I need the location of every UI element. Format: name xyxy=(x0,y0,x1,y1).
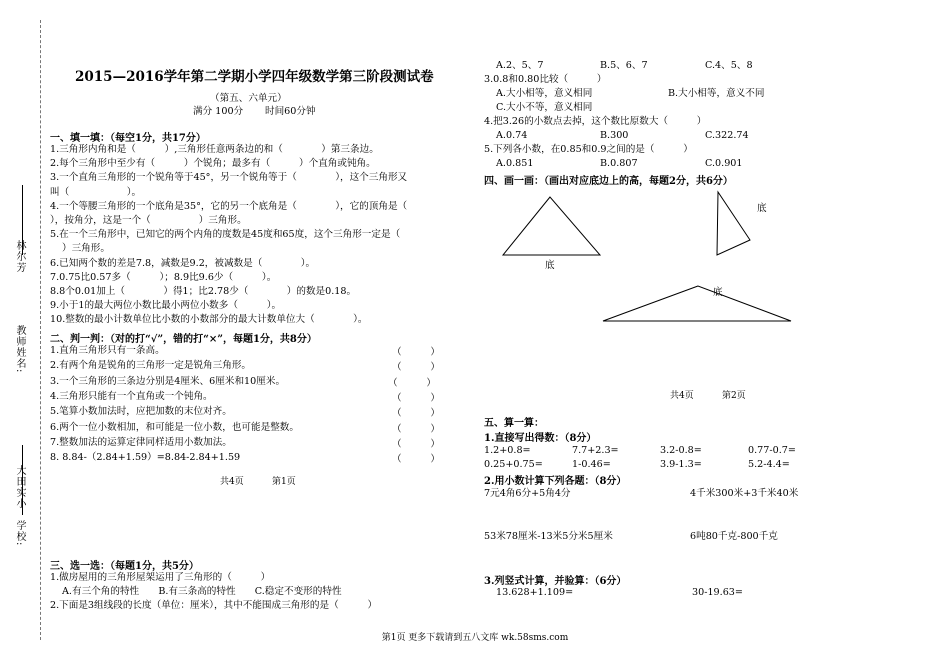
choice-q1: 1.做房屋用的三角形屋架运用了三角形的（ ） xyxy=(50,572,271,583)
oral-calc-item: 3.9-1.3= xyxy=(660,459,702,470)
judge-answer-paren: （ ） xyxy=(392,423,440,435)
fill-question-line: 10.整数的最小计数单位比小数的小数部分的最大计数单位大（ ）。 xyxy=(50,314,368,326)
triangle-1 xyxy=(503,197,600,255)
fill-question-line: 叫（ ）。 xyxy=(50,186,142,198)
choice-q2-c: C.4、5、8 xyxy=(705,60,753,71)
section3-heading: 三、选一选：（每题1分，共5分） xyxy=(50,561,199,572)
right-page-number: 第2页 xyxy=(722,391,746,401)
oral-calc-item: 0.77-0.7= xyxy=(748,445,796,456)
judge-item: 1.直角三角形只有一条高。 xyxy=(50,345,165,356)
oral-calc-item: 7.7+2.3= xyxy=(572,445,619,456)
fill-question-line: 3.一个直角三角形的一个锐角等于45°，另一个锐角等于（ ），这个三角形又 xyxy=(50,172,408,184)
judge-answer-paren: （ ） xyxy=(392,392,440,404)
choice-q5-b: B.0.807 xyxy=(600,158,638,169)
triangle-2-base-label: 底 xyxy=(757,203,767,214)
oral-calc-item: 1-0.46= xyxy=(572,459,611,470)
fill-question-line: 6.已知两个数的差是7.8，减数是9.2，被减数是（ ）。 xyxy=(50,257,316,269)
judge-item: 4.三角形只能有一个直角或一个钝角。 xyxy=(50,390,213,402)
judge-item: 2.有两个角是锐角的三角形一定是锐角三角形。 xyxy=(50,360,252,372)
oral-calc-item: 5.2-4.4= xyxy=(748,459,790,470)
fill-question-line: 1.三角形内角和是（ ）,三角形任意两条边的和（ ）第三条边。 xyxy=(50,144,379,155)
oral-calc-item: 3.2-0.8= xyxy=(660,445,702,456)
judge-item: 7.整数加法的运算定律同样适用小数加法。 xyxy=(50,436,232,448)
choice-q3-a: A.大小相等，意义相同 xyxy=(496,88,593,99)
oral-calc-item: 1.2+0.8= xyxy=(484,445,531,456)
page-footer: 第1页 更多下载请到五八文库 wk.58sms.com xyxy=(381,633,569,643)
left-page-total: 共4页 xyxy=(220,477,244,487)
judge-item: 3.一个三角形的三条边分别是4厘米、6厘米和10厘米。 xyxy=(50,375,286,387)
choice-q5-a: A.0.851 xyxy=(496,158,534,169)
fill-question-line: 8.8个0.01加上（ ）得1；比2.78少（ ）的数是0.18。 xyxy=(50,286,357,297)
judge-answer-paren: （ ） xyxy=(392,347,440,358)
choice-q2-a: A.2、5、7 xyxy=(496,60,544,71)
choice-q3: 3.0.8和0.80比较（ ） xyxy=(484,74,607,85)
teacher-name: 林尔芳 xyxy=(14,240,25,273)
choice-q4-b: B.300 xyxy=(600,130,629,141)
judge-answer-paren: （ ） xyxy=(392,408,440,420)
fill-question-line: 2.每个三角形中至少有（ ）个锐角；最多有（ ）个直角或钝角。 xyxy=(50,158,376,170)
section1-heading: 一、填一填：（每空1分，共17分） xyxy=(50,133,206,144)
unit-calc-q1: 7元4角6分+5角4分 xyxy=(484,488,571,499)
judge-answer-paren: （ ） xyxy=(392,438,440,450)
judge-answer-paren: （ ） xyxy=(388,377,436,389)
choice-q4: 4.把3.26的小数点去掉，这个数比原数大（ ） xyxy=(484,116,707,127)
exam-time: 时间60分钟 xyxy=(265,106,316,117)
fill-question-line: 5.在一个三角形中，已知它的两个内角的度数是45度和65度，这个三角形一定是（ xyxy=(50,229,401,241)
vertical-calc-q2: 30-19.63= xyxy=(692,587,743,598)
triangle-1-base-label: 底 xyxy=(545,260,555,271)
judge-item: 5.笔算小数加法时，应把加数的末位对齐。 xyxy=(50,406,232,418)
choice-q4-c: C.322.74 xyxy=(705,130,749,141)
teacher-name-label: 教师姓名: xyxy=(14,325,25,374)
unit-calc-q3: 53米78厘米-13米5分米5厘米 xyxy=(484,531,613,542)
unit-calc-heading: 2.用小数计算下列各题：（8分） xyxy=(484,476,627,487)
judge-answer-paren: （ ） xyxy=(392,454,440,466)
oral-calc-item: 0.25+0.75= xyxy=(484,459,543,470)
judge-item: 6.两个一位小数相加，和可能是一位小数，也可能是整数。 xyxy=(50,421,299,433)
fill-question-line: ）三角形。 xyxy=(62,243,110,255)
exam-units: （第五、六单元） xyxy=(210,93,287,104)
oral-calc-heading: 1.直接写出得数：（8分） xyxy=(484,433,597,444)
vertical-calc-q1: 13.628+1.109= xyxy=(496,587,574,598)
section5-heading: 五、算一算： xyxy=(484,418,544,429)
right-page-total: 共4页 xyxy=(670,391,694,401)
school-label: 学校: xyxy=(14,520,25,547)
judge-item: 8. 8.84-（2.84+1.59）=8.84-2.84+1.59 xyxy=(50,452,241,464)
choice-q5: 5.下列各小数，在0.85和0.9之间的是（ ） xyxy=(484,144,693,155)
school-name: 大田实小 xyxy=(14,465,25,509)
fill-question-line: 9.小于1的最大两位小数比最小两位小数多（ ）。 xyxy=(50,300,282,312)
fill-question-line: 4.一个等腰三角形的一个底角是35°，它的另一个底角是（ ），它的顶角是（ xyxy=(50,200,408,212)
section4-heading: 四、画一画：（画出对应底边上的高，每题2分，共6分） xyxy=(484,176,733,187)
unit-calc-q2: 4千米300米+3千米40米 xyxy=(690,488,799,499)
fill-question-line: ），按角分，这是一个（ ）三角形。 xyxy=(50,215,247,226)
choice-q1-options: A.有三个角的特性 B.有三条高的特性 C.稳定不变形的特性 xyxy=(62,586,342,597)
exam-title: 2015—2016学年第二学期小学四年级数学第三阶段测试卷 xyxy=(75,69,434,85)
choice-q3-b: B.大小相等，意义不同 xyxy=(668,88,765,99)
choice-q4-a: A.0.74 xyxy=(496,130,528,141)
triangle-3 xyxy=(603,286,791,321)
judge-answer-paren: （ ） xyxy=(392,362,440,374)
exam-score: 满分 100分 xyxy=(193,106,244,117)
section2-heading: 二、判一判：（对的打“√”，错的打“×”，每题1分，共8分） xyxy=(50,334,317,345)
choice-q2-b: B.5、6、7 xyxy=(600,60,648,71)
choice-q5-c: C.0.901 xyxy=(705,158,743,169)
left-page-number: 第1页 xyxy=(272,477,296,487)
fill-question-line: 7.0.75比0.57多（ ）；8.9比9.6少（ ）。 xyxy=(50,271,277,283)
vertical-calc-heading: 3.列竖式计算，并验算：（6分） xyxy=(484,576,627,587)
unit-calc-q4: 6吨80千克-800千克 xyxy=(690,531,778,542)
choice-q2: 2.下面是3组线段的长度（单位：厘米），其中不能围成三角形的是（ ） xyxy=(50,600,378,611)
choice-q3-c: C.大小不等，意义相同 xyxy=(496,102,593,113)
triangle-2 xyxy=(717,192,750,255)
triangle-3-base-label: 底 xyxy=(713,287,723,298)
